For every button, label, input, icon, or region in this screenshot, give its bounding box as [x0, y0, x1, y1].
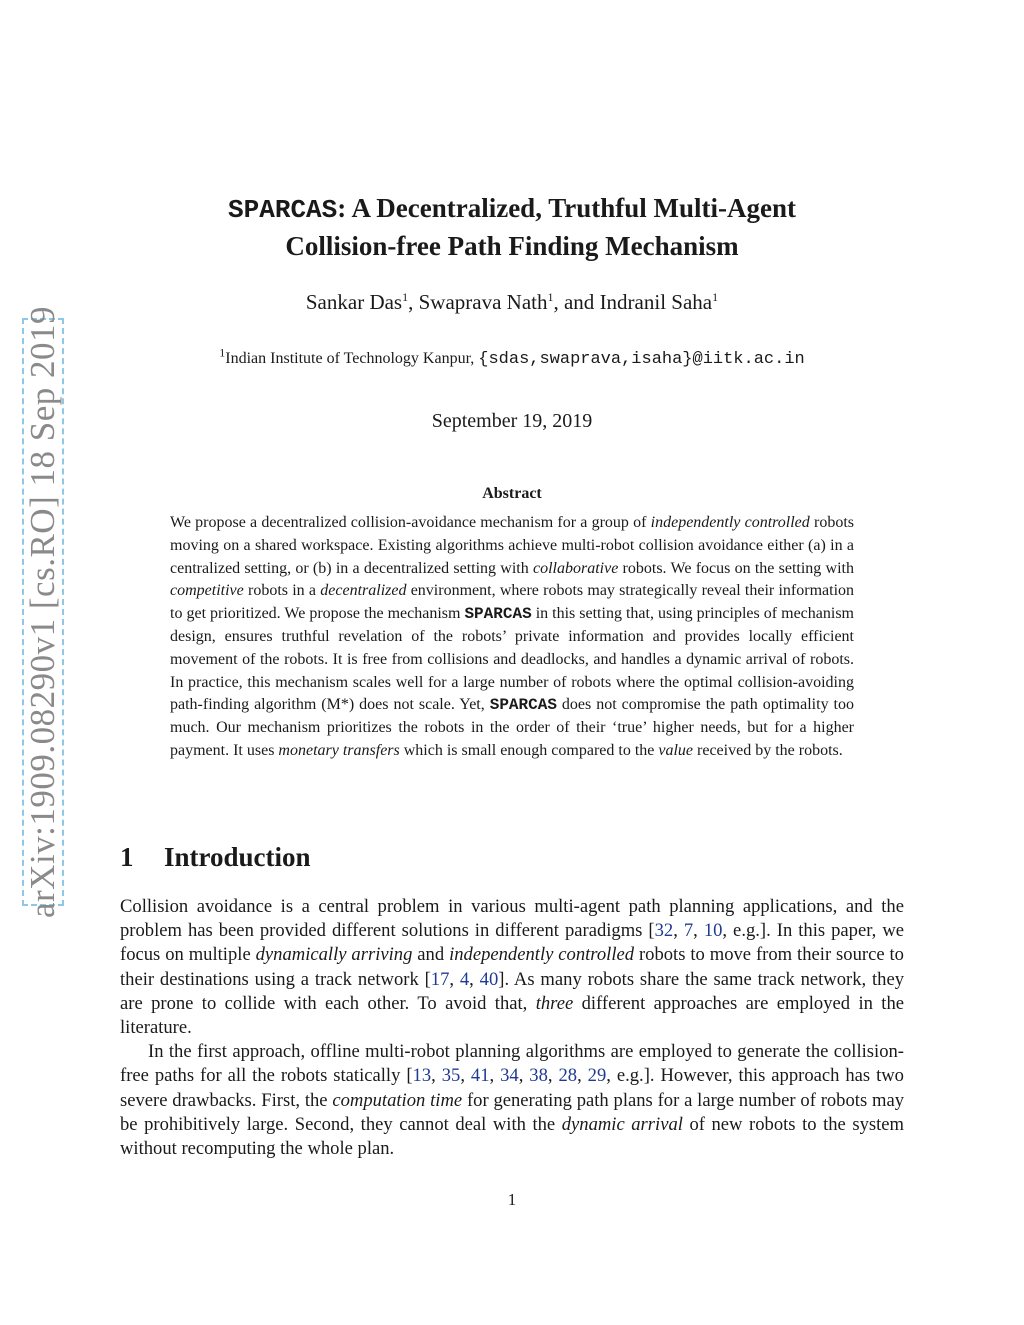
abstract-text: environment, where robots may strategically reveal their information to get prioritized. We propose the mechanism — [170, 582, 855, 623]
abstract-heading: Abstract — [482, 485, 542, 502]
abstract-emph: competitive — [170, 582, 244, 600]
abstract-text: robots in a — [243, 582, 321, 600]
paragraph: Collision avoidance is a central problem in various multi-agent path planning applications, and the problem has been provided different solutions in different paradigms [32, 7, 10, e.g.]. In this paper, we focus on multiple dynamically arriving and independently controlled robots to move from their source to their destinations using a track network [17, 4, 40]. As many robots share the same track network, they are prone to collide with each other. To avoid that, three different approaches are employed in the literature. — [120, 896, 905, 1039]
body-text: Collision avoidance is a central problem in various multi-agent path planning applications, and the problem has been provided different solutions in different paradigms [ — [120, 896, 904, 942]
citation-link[interactable]: 34 — [500, 1065, 519, 1087]
abstract-text: robots. We focus on the setting with — [618, 559, 855, 577]
author-name: Swaprava Nath — [418, 290, 548, 314]
citation-link[interactable]: 13 — [412, 1065, 432, 1087]
abstract-text: does not compromise the path optimality too much. Our mechanism prioritizes the robots in the order of their ‘true’ higher needs, but for a higher payment. It uses — [170, 696, 854, 759]
citation-link[interactable]: 32 — [654, 920, 674, 942]
abstract-emph: decentralized — [320, 582, 407, 600]
author-separator: , — [408, 290, 419, 314]
author-affil-mark: 1 — [402, 290, 409, 304]
abstract-emph: independently controlled — [650, 514, 810, 531]
abstract-emph: collaborative — [533, 559, 619, 577]
citation-link[interactable]: 7 — [683, 920, 694, 942]
citation-link[interactable]: 38 — [529, 1065, 548, 1087]
body-text: different approaches are employed in the literature. — [120, 992, 904, 1039]
body-emph: computation time — [332, 1089, 463, 1111]
body-emph: dynamically arriving — [255, 944, 413, 966]
institute: Indian Institute of Technology Kanpur, — [225, 350, 479, 367]
abstract-emph: monetary transfers — [278, 741, 400, 759]
abstract-emph: value — [658, 741, 694, 759]
affil-mark: 1 — [219, 345, 226, 360]
citation-link[interactable]: 40 — [479, 968, 499, 990]
abstract-text: robots moving on a shared workspace. Existing algorithms achieve multi-robot collision avoidance either (a) in a centralized setting, or (b) in a decentralized setting with — [170, 514, 855, 577]
abstract-text: We propose a decentralized collision-avoidance mechanism for a group of — [170, 514, 651, 531]
citation-link[interactable]: 41 — [470, 1065, 490, 1087]
author-name: Indranil Saha — [599, 290, 713, 314]
section-number: 1 — [120, 842, 134, 872]
citation-link[interactable]: 29 — [587, 1065, 607, 1087]
paper-date: September 19, 2019 — [431, 410, 593, 432]
section-heading — [120, 842, 311, 873]
citation-link[interactable]: 10 — [703, 920, 723, 942]
mechanism-name: SPARCAS — [489, 696, 557, 715]
affiliation — [100, 345, 924, 369]
abstract-text: received by the robots. — [693, 741, 843, 759]
author-name: Sankar Das — [305, 290, 403, 314]
body-text: In the first approach, offline multi-robot planning algorithms are employed to generate the collision-free paths for all the robots statically [ — [120, 1041, 904, 1087]
section-title: Introduction — [164, 842, 311, 872]
title-line1: : A Decentralized, Truthful Multi-Agent — [337, 193, 796, 223]
arxiv-stamp: arXiv:1909.08290v1 [cs.RO] 18 Sep 2019 — [23, 305, 62, 919]
citation-link[interactable]: 4 — [459, 968, 470, 990]
citation-link[interactable]: 35 — [441, 1065, 461, 1087]
abstract-body — [170, 512, 854, 763]
body-emph: three — [535, 992, 574, 1014]
section-body — [120, 895, 904, 1161]
body-emph: dynamic arrival — [561, 1113, 683, 1135]
page-number: 1 — [507, 1190, 517, 1209]
body-text: , e.g.]. However, this approach has two severe drawbacks. First, the — [120, 1065, 904, 1111]
citation-link[interactable]: 17 — [430, 968, 450, 990]
body-emph: independently controlled — [449, 944, 635, 966]
title-line2: Collision-free Path Finding Mechanism — [285, 231, 739, 261]
mechanism-name: SPARCAS — [464, 605, 532, 624]
emails: {sdas,swaprava,isaha}@iitk.ac.in — [478, 350, 805, 369]
paper-title — [100, 190, 924, 264]
title-mechanism-name: SPARCAS — [228, 195, 338, 225]
abstract-text: in this setting that, using principles of mechanism design, ensures truthful revelation of the robots’ private information and provides locally efficient movement of the robots. It is free from collisions and deadlocks, and handles a dynamic arrival of robots. In practice, this mechanism scales well for a large number of robots where the optimal collision-avoiding path-finding algorithm (M*) does not scale. Yet, — [170, 605, 854, 714]
author-affil-mark: 1 — [712, 290, 719, 304]
body-text: of new robots to the system without recomputing the whole plan. — [120, 1113, 904, 1160]
citation-link[interactable]: 28 — [558, 1065, 578, 1087]
author-affil-mark: 1 — [547, 290, 554, 304]
body-text: and — [412, 944, 450, 966]
abstract-text: which is small enough compared to the — [399, 741, 659, 759]
body-text: robots to move from their source to their destinations using a track network [ — [120, 944, 904, 990]
body-text: for generating path plans for a large number of robots may be prohibitively large. Second, they cannot deal with the — [120, 1089, 904, 1135]
author-separator: , and — [553, 290, 600, 314]
author-list — [100, 290, 924, 315]
paragraph: In the first approach, offline multi-robot planning algorithms are employed to generate the collision-free paths for all the robots statically [13, 35, 41, 34, 38, 28, 29, e.g.]. However, this approach has two severe drawbacks. First, the computation time for generating path plans for a large number of robots may be prohibitively large. Second, they cannot deal with the dynamic arrival of new robots to the system without recomputing the whole plan. — [120, 1041, 904, 1160]
body-text: , e.g.]. In this paper, we focus on multiple — [120, 920, 904, 966]
body-text: ]. As many robots share the same track network, they are prone to collide with each other. To avoid that, — [120, 968, 905, 1014]
